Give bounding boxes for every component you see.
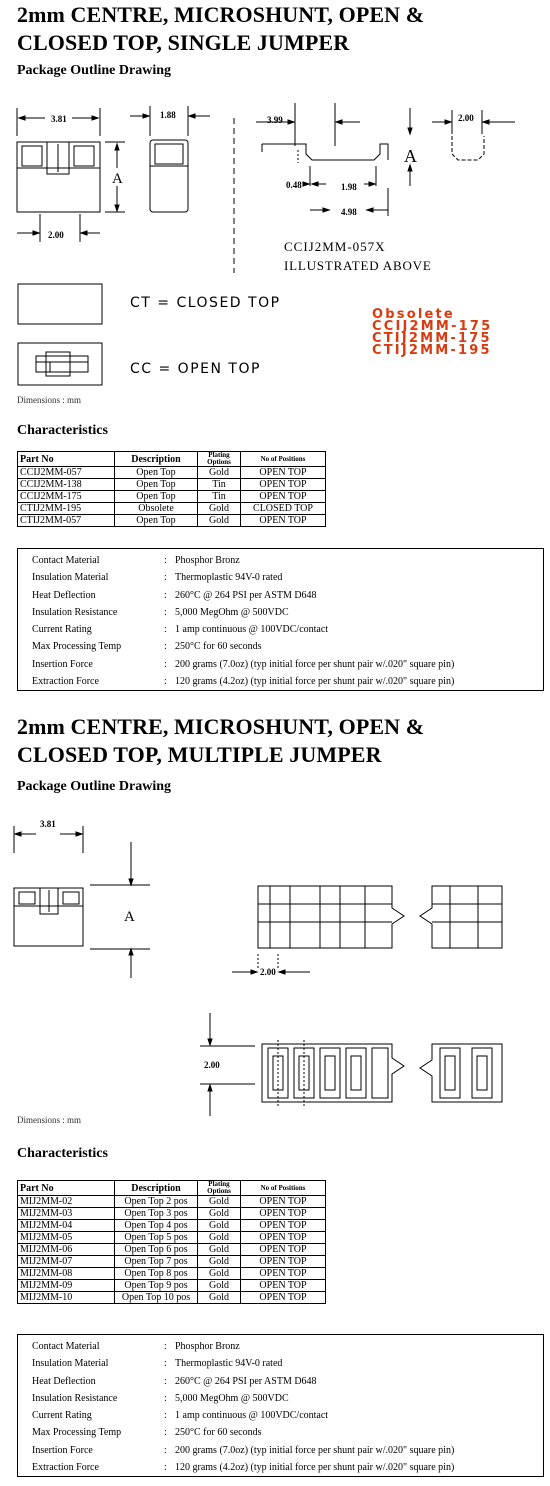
spec-row — [18, 673, 543, 690]
cell-description: Open Top 9 pos — [115, 1280, 198, 1292]
spec-name: Max Processing Temp — [32, 641, 122, 653]
cell-plating: Gold — [198, 1280, 241, 1292]
spec-separator: : — [164, 1410, 167, 1422]
top-view — [256, 103, 515, 273]
spec-separator: : — [164, 1341, 167, 1352]
table-row — [18, 1244, 326, 1256]
spec-name: Insulation Resistance — [32, 606, 118, 618]
multi-dim-381-label: 3.81 — [40, 819, 56, 829]
cell-description: Open Top 7 pos — [115, 1256, 198, 1268]
multi-dim-200v-label: 2.00 — [204, 1060, 220, 1070]
open-top-symbol — [18, 343, 102, 385]
spec-separator: : — [164, 676, 167, 688]
spec-separator: : — [164, 606, 167, 618]
cell-positions: OPEN TOP — [241, 467, 326, 479]
multi-top-view — [200, 1013, 502, 1116]
spec-name: Current Rating — [32, 624, 92, 636]
spec-name: Heat Deflection — [32, 1375, 96, 1387]
cell-plating: Gold — [198, 1256, 241, 1268]
obsolete-title: Obsolete — [372, 307, 455, 322]
spec-value: 250°C for 60 seconds — [175, 1427, 262, 1439]
cell-description: Open Top 5 pos — [115, 1232, 198, 1244]
cc-legend: CC = OPEN TOP — [130, 361, 261, 377]
table-row — [18, 1232, 326, 1244]
header-description: Description — [115, 1181, 198, 1196]
cell-description: Open Top 8 pos — [115, 1268, 198, 1280]
dim-198-label: 1.98 — [341, 182, 357, 192]
section1-title-line1: 2mm CENTRE, MICROSHUNT, OPEN & — [17, 2, 425, 27]
model-line1: CCIJ2MM-057X — [284, 239, 386, 254]
header-description: Description — [115, 452, 198, 467]
cell-part-no: CCIJ2MM-057 — [18, 467, 115, 479]
spec-value: Thermoplastic 94V-0 rated — [175, 572, 283, 584]
dim-188-label: 1.88 — [160, 110, 176, 120]
cell-plating: Gold — [198, 1292, 241, 1304]
spec-row — [18, 552, 543, 569]
cell-part-no: CCIJ2MM-138 — [18, 479, 115, 491]
table-header-row — [18, 452, 326, 467]
obsolete-item: CTIJ2MM-195 — [372, 343, 492, 358]
cell-part-no: MIJ2MM-05 — [18, 1232, 115, 1244]
dim-381-label: 3.81 — [51, 114, 67, 124]
section2-title-line2: CLOSED TOP, MULTIPLE JUMPER — [17, 742, 382, 767]
spec-separator: : — [164, 589, 167, 601]
table-row — [18, 1268, 326, 1280]
cell-plating: Gold — [198, 1244, 241, 1256]
spec-separator: : — [164, 1392, 167, 1404]
section2-title-line1: 2mm CENTRE, MICROSHUNT, OPEN & — [17, 714, 425, 739]
table-row — [18, 1220, 326, 1232]
cell-plating: Gold — [198, 503, 241, 515]
obsolete-item: CTIJ2MM-175 — [372, 331, 492, 346]
cell-plating: Gold — [198, 1220, 241, 1232]
spec-row — [18, 1424, 543, 1441]
cell-part-no: MIJ2MM-07 — [18, 1256, 115, 1268]
cell-description: Open Top — [115, 467, 198, 479]
cell-positions: OPEN TOP — [241, 1280, 326, 1292]
header-part-no: Part No — [18, 452, 115, 467]
table-row — [18, 1256, 326, 1268]
dim-200-left-label: 2.00 — [48, 230, 64, 240]
spec-name: Contact Material — [32, 1341, 100, 1352]
cell-description: Open Top 2 pos — [115, 1196, 198, 1208]
section2-parts-table — [17, 1180, 326, 1304]
cell-plating: Gold — [198, 1208, 241, 1220]
cell-plating: Gold — [198, 467, 241, 479]
spec-value: 200 grams (7.0oz) (typ initial force per shunt pair w/.020" square pin) — [175, 658, 455, 670]
spec-value: Phosphor Bronz — [175, 1341, 240, 1352]
spec-value: 5,000 MegOhm @ 500VDC — [175, 606, 289, 618]
header-plating: Plating Options — [198, 452, 241, 467]
section1-specs-box — [17, 548, 544, 691]
spec-value: Thermoplastic 94V-0 rated — [175, 1358, 283, 1370]
spec-value: 1 amp continuous @ 100VDC/contact — [175, 624, 329, 636]
front-view — [17, 108, 125, 242]
spec-name: Extraction Force — [32, 676, 99, 688]
cell-description: Open Top — [115, 479, 198, 491]
dim-498-label: 4.98 — [341, 207, 357, 217]
spec-name: Max Processing Temp — [32, 1427, 122, 1439]
spec-name: Insertion Force — [32, 1444, 93, 1456]
cell-part-no: MIJ2MM-06 — [18, 1244, 115, 1256]
cell-positions: OPEN TOP — [241, 515, 326, 527]
dim-200-right-label: 2.00 — [458, 113, 474, 123]
table-row — [18, 491, 326, 503]
cell-plating: Tin — [198, 491, 241, 503]
closed-top-symbol — [18, 284, 102, 324]
cell-plating: Tin — [198, 479, 241, 491]
cell-positions: OPEN TOP — [241, 1256, 326, 1268]
spec-row — [18, 1407, 543, 1424]
spec-separator: : — [164, 1462, 167, 1474]
section1-outline-heading: Package Outline Drawing — [17, 63, 171, 78]
cell-part-no: MIJ2MM-08 — [18, 1268, 115, 1280]
multi-dim-a: A — [124, 909, 135, 925]
cell-positions: CLOSED TOP — [241, 503, 326, 515]
spec-separator: : — [164, 572, 167, 584]
cell-description: Open Top 4 pos — [115, 1220, 198, 1232]
multi-dim-200h-label: 2.00 — [260, 967, 276, 977]
obsolete-item: CCIJ2MM-175 — [372, 319, 493, 334]
spec-value: 260°C @ 264 PSI per ASTM D648 — [175, 1375, 317, 1387]
spec-name: Contact Material — [32, 555, 100, 566]
cell-positions: OPEN TOP — [241, 1232, 326, 1244]
cell-description: Obsolete — [115, 503, 198, 515]
spec-separator: : — [164, 624, 167, 636]
spec-value: Phosphor Bronz — [175, 555, 240, 566]
section2-dimensions-note: Dimensions : mm — [17, 1115, 82, 1125]
cell-plating: Gold — [198, 515, 241, 527]
spec-row — [18, 1442, 543, 1459]
spec-value: 120 grams (4.2oz) (typ initial force per shunt pair w/.020" square pin) — [175, 1462, 455, 1474]
spec-name: Insulation Resistance — [32, 1392, 118, 1404]
cell-description: Open Top — [115, 515, 198, 527]
spec-row — [18, 656, 543, 673]
table-header-row — [18, 1181, 326, 1196]
table-row — [18, 1292, 326, 1304]
spec-row — [18, 1459, 543, 1476]
obsolete-list — [372, 309, 492, 357]
table-row — [18, 1208, 326, 1220]
section2-outline-heading: Package Outline Drawing — [17, 779, 171, 794]
cell-plating: Gold — [198, 1196, 241, 1208]
cell-part-no: MIJ2MM-03 — [18, 1208, 115, 1220]
spec-row — [18, 1355, 543, 1372]
cell-positions: OPEN TOP — [241, 1244, 326, 1256]
table-row — [18, 1280, 326, 1292]
cell-description: Open Top 10 pos — [115, 1292, 198, 1304]
cell-part-no: CCIJ2MM-175 — [18, 491, 115, 503]
cell-positions: OPEN TOP — [241, 491, 326, 503]
table-row — [18, 503, 326, 515]
spec-name: Extraction Force — [32, 1462, 99, 1474]
header-plating: Plating Options — [198, 1181, 241, 1196]
spec-value: 1 amp continuous @ 100VDC/contact — [175, 1410, 329, 1422]
section2-characteristics-heading: Characteristics — [17, 1146, 108, 1161]
spec-row — [18, 1390, 543, 1407]
spec-name: Insertion Force — [32, 658, 93, 670]
cell-positions: OPEN TOP — [241, 1268, 326, 1280]
model-line2: ILLUSTRATED ABOVE — [284, 258, 432, 273]
cell-positions: OPEN TOP — [241, 1220, 326, 1232]
cell-plating: Gold — [198, 1268, 241, 1280]
section1-dimensions-note: Dimensions : mm — [17, 395, 82, 405]
dim-399-label: 3.99 — [267, 115, 283, 125]
cell-positions: OPEN TOP — [241, 479, 326, 491]
spec-row — [18, 638, 543, 655]
multi-front-view — [14, 819, 150, 978]
cell-description: Open Top 3 pos — [115, 1208, 198, 1220]
cell-part-no: MIJ2MM-04 — [18, 1220, 115, 1232]
section1-characteristics-heading: Characteristics — [17, 423, 108, 438]
spec-separator: : — [164, 658, 167, 670]
spec-value: 250°C for 60 seconds — [175, 641, 262, 653]
spec-name: Current Rating — [32, 1410, 92, 1422]
cell-part-no: CTIJ2MM-057 — [18, 515, 115, 527]
cell-positions: OPEN TOP — [241, 1208, 326, 1220]
section1-title-line2: CLOSED TOP, SINGLE JUMPER — [17, 30, 350, 55]
cell-part-no: CTIJ2MM-195 — [18, 503, 115, 515]
ct-legend: CT = CLOSED TOP — [130, 295, 281, 311]
spec-name: Heat Deflection — [32, 589, 96, 601]
spec-row — [18, 621, 543, 638]
dim-048-label: 0.48 — [286, 180, 302, 190]
spec-value: 120 grams (4.2oz) (typ initial force per shunt pair w/.020" square pin) — [175, 676, 455, 688]
spec-value: 260°C @ 264 PSI per ASTM D648 — [175, 589, 317, 601]
spec-value: 200 grams (7.0oz) (typ initial force per shunt pair w/.020" square pin) — [175, 1444, 455, 1456]
table-row — [18, 467, 326, 479]
spec-row — [18, 569, 543, 586]
cell-description: Open Top 6 pos — [115, 1244, 198, 1256]
multi-side-view — [232, 886, 502, 977]
header-positions: No of Positions — [241, 452, 326, 467]
cell-positions: OPEN TOP — [241, 1196, 326, 1208]
table-row — [18, 1196, 326, 1208]
spec-separator: : — [164, 641, 167, 653]
spec-separator: : — [164, 1444, 167, 1456]
spec-separator: : — [164, 1358, 167, 1370]
cell-plating: Gold — [198, 1232, 241, 1244]
section1-parts-table — [17, 451, 326, 527]
table-row — [18, 479, 326, 491]
spec-row — [18, 604, 543, 621]
side-view — [130, 106, 210, 212]
multiple-jumper-outline-drawing — [0, 818, 550, 1118]
section2-specs-box — [17, 1334, 544, 1477]
spec-name: Insulation Material — [32, 572, 109, 584]
spec-row — [18, 1338, 543, 1355]
cell-part-no: MIJ2MM-09 — [18, 1280, 115, 1292]
header-part-no: Part No — [18, 1181, 115, 1196]
dim-a-right: A — [404, 146, 417, 166]
spec-row — [18, 1373, 543, 1390]
cell-part-no: MIJ2MM-02 — [18, 1196, 115, 1208]
spec-value: 5,000 MegOhm @ 500VDC — [175, 1392, 289, 1404]
spec-name: Insulation Material — [32, 1358, 109, 1370]
spec-separator: : — [164, 555, 167, 566]
table-row — [18, 515, 326, 527]
header-positions: No of Positions — [241, 1181, 326, 1196]
spec-separator: : — [164, 1375, 167, 1387]
spec-separator: : — [164, 1427, 167, 1439]
cell-positions: OPEN TOP — [241, 1292, 326, 1304]
cell-part-no: MIJ2MM-10 — [18, 1292, 115, 1304]
dim-a-left: A — [112, 171, 123, 187]
spec-row — [18, 587, 543, 604]
cell-description: Open Top — [115, 491, 198, 503]
